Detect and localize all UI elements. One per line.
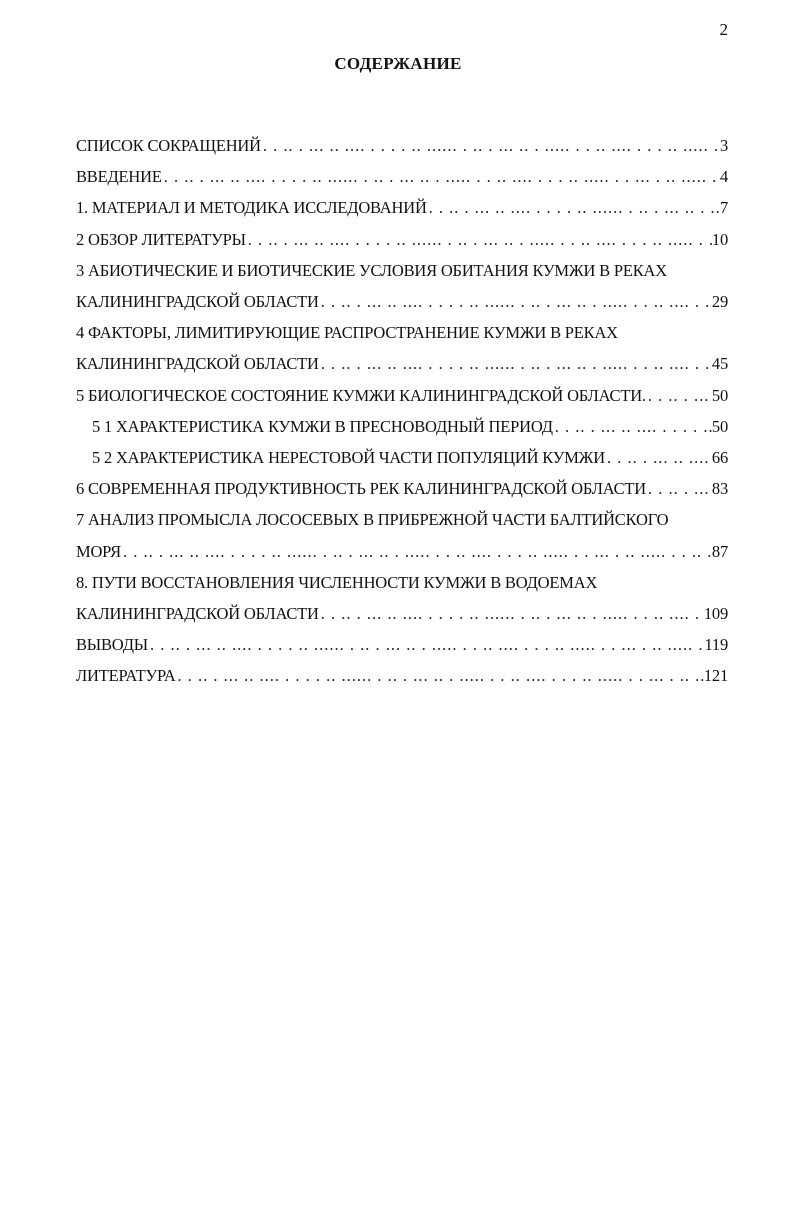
toc-entry <box>76 380 728 411</box>
toc-entry-title: 5 БИОЛОГИЧЕСКОЕ СОСТОЯНИЕ КУМЖИ КАЛИНИНГРАДСКОЙ ОБЛАСТИ. <box>76 385 646 405</box>
toc-line <box>76 317 728 348</box>
toc-entry-title: 1. МАТЕРИАЛ И МЕТОДИКА ИССЛЕДОВАНИЙ <box>76 198 427 218</box>
toc-entry <box>76 504 728 566</box>
toc-entry <box>76 224 728 255</box>
toc-line <box>76 286 728 317</box>
toc-page-number: 121 <box>703 666 728 686</box>
dot-leader <box>148 629 705 660</box>
dot-leader <box>176 660 704 691</box>
toc-entry-title: ВЫВОДЫ <box>76 635 148 655</box>
toc-line <box>76 536 728 567</box>
toc-line <box>76 567 728 598</box>
toc-entry <box>76 660 728 691</box>
toc-page-number: 4 <box>719 167 728 187</box>
toc-entry-title: КАЛИНИНГРАДСКОЙ ОБЛАСТИ <box>76 354 319 374</box>
dot-leader <box>319 348 712 379</box>
toc-entry-title: 7 АНАЛИЗ ПРОМЫСЛА ЛОСОСЕВЫХ В ПРИБРЕЖНОЙ ЧАСТИ БАЛТИЙСКОГО <box>76 510 669 530</box>
toc-entry <box>76 161 728 192</box>
toc-page-number: 66 <box>711 448 728 468</box>
dot-leader <box>121 536 712 567</box>
toc-line <box>76 598 728 629</box>
toc-line <box>76 411 728 442</box>
toc-entry-title: КАЛИНИНГРАДСКОЙ ОБЛАСТИ <box>76 292 319 312</box>
toc-entry <box>76 255 728 317</box>
toc-entry-title: СПИСОК СОКРАЩЕНИЙ <box>76 136 261 155</box>
toc-entry-title: ВВЕДЕНИЕ <box>76 167 162 187</box>
toc-line <box>76 130 728 161</box>
toc-entry-title: МОРЯ <box>76 541 121 561</box>
toc-page-number: 10 <box>711 229 728 249</box>
toc-line <box>76 255 728 286</box>
toc-page-number: 87 <box>711 541 728 561</box>
toc-line <box>76 348 728 379</box>
toc-line <box>76 660 728 691</box>
table-of-contents <box>76 130 728 692</box>
dot-leader <box>261 130 720 161</box>
toc-entry-title: 3 АБИОТИЧЕСКИЕ И БИОТИЧЕСКИЕ УСЛОВИЯ ОБИТАНИЯ КУМЖИ В РЕКАХ <box>76 260 667 280</box>
toc-entry <box>76 130 728 161</box>
toc-page-number: 119 <box>704 635 728 655</box>
toc-line <box>76 192 728 223</box>
toc-entry-title: 2 ОБЗОР ЛИТЕРАТУРЫ <box>76 229 246 249</box>
toc-page-number: 50 <box>711 385 728 405</box>
toc-entry-title: КАЛИНИНГРАДСКОЙ ОБЛАСТИ <box>76 604 319 624</box>
toc-entry <box>76 629 728 660</box>
toc-entry-title: 6 СОВРЕМЕННАЯ ПРОДУКТИВНОСТЬ РЕК КАЛИНИНГРАДСКОЙ ОБЛАСТИ <box>76 479 646 499</box>
dot-leader <box>162 161 720 192</box>
toc-page-number: 7 <box>719 198 728 218</box>
toc-entry <box>76 317 728 379</box>
dot-leader <box>646 473 712 504</box>
dot-leader <box>246 224 712 255</box>
dot-leader <box>319 598 704 629</box>
dot-leader <box>319 286 712 317</box>
toc-line <box>76 473 728 504</box>
toc-entry <box>76 567 728 629</box>
toc-entry-title: 8. ПУТИ ВОССТАНОВЛЕНИЯ ЧИСЛЕННОСТИ КУМЖИ В ВОДОЕМАХ <box>76 572 598 592</box>
toc-entry-title: 5 1 ХАРАКТЕРИСТИКА КУМЖИ В ПРЕСНОВОДНЫЙ ПЕРИОД <box>92 416 553 436</box>
dot-leader <box>427 192 720 223</box>
dot-leader <box>605 442 712 473</box>
toc-line <box>76 161 728 192</box>
toc-page-number: 50 <box>711 416 728 436</box>
toc-page-number: 3 <box>719 136 728 155</box>
dot-leader <box>646 380 712 411</box>
toc-entry-title: 5 2 ХАРАКТЕРИСТИКА НЕРЕСТОВОЙ ЧАСТИ ПОПУЛЯЦИЙ КУМЖИ <box>92 448 605 468</box>
toc-entry <box>76 473 728 504</box>
toc-entry-title: 4 ФАКТОРЫ, ЛИМИТИРУЮЩИЕ РАСПРОСТРАНЕНИЕ КУМЖИ В РЕКАХ <box>76 323 618 343</box>
toc-line <box>76 224 728 255</box>
toc-entry <box>76 411 728 442</box>
page-title: СОДЕРЖАНИЕ <box>334 54 462 73</box>
toc-page-number: 109 <box>703 604 728 624</box>
toc-entry-title: ЛИТЕРАТУРА <box>76 666 176 686</box>
toc-page-number: 29 <box>711 292 728 312</box>
toc-line <box>76 629 728 660</box>
toc-line <box>76 380 728 411</box>
page-number: 2 <box>719 20 728 39</box>
toc-line <box>76 442 728 473</box>
toc-page-number: 45 <box>711 354 728 374</box>
toc-page-number: 83 <box>711 479 728 499</box>
dot-leader <box>553 411 712 442</box>
toc-entry <box>76 442 728 473</box>
toc-line <box>76 504 728 535</box>
toc-entry <box>76 192 728 223</box>
